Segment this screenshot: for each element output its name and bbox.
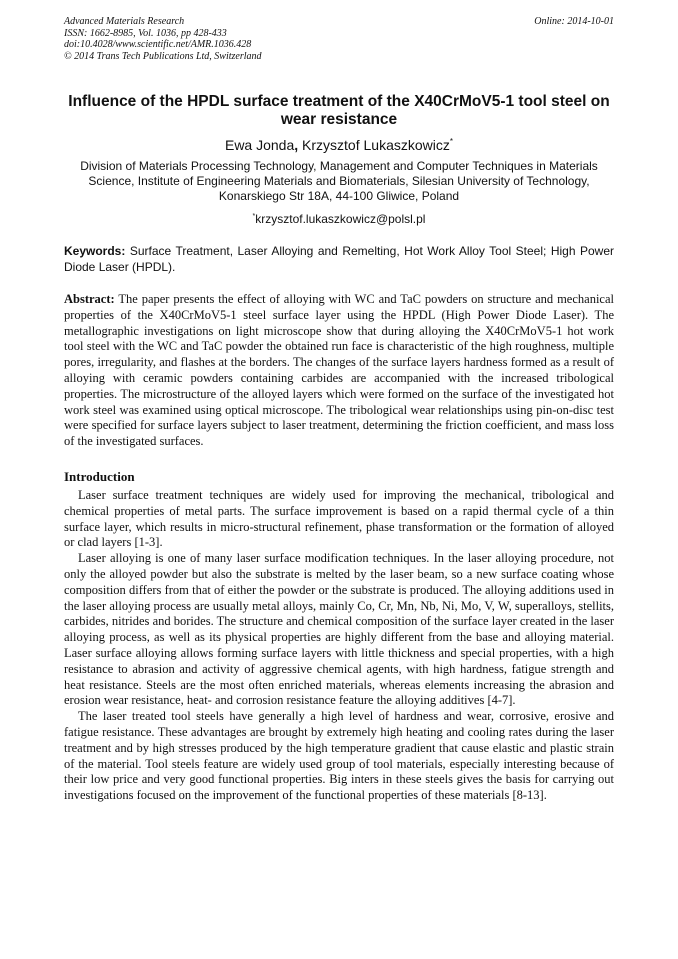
publication-header <box>64 16 614 62</box>
body-paragraph: Laser surface treatment techniques are widely used for improving the mechanical, tribological and chemical properties of metal parts. The surface improvement is based on a rapid thermal cycle of a thin surface layer, which results in micro-structural refinement, phase transformation or the formation of alloyed or clad layers [1-3]. <box>64 487 614 550</box>
journal-name: Advanced Materials Research <box>64 16 185 27</box>
keywords-text: Surface Treatment, Laser Alloying and Remelting, Hot Work Alloy Tool Steel; High Power Diode Laser (HPDL). <box>64 244 614 274</box>
issn-line: ISSN: 1662-8985, Vol. 1036, pp 428-433 <box>64 27 227 39</box>
email-address: krzysztof.lukaszkowicz@polsl.pl <box>255 212 426 226</box>
author-second: Krzysztof Lukaszkowicz <box>302 137 450 153</box>
keywords-label: Keywords: <box>64 244 126 258</box>
online-date: Online: 2014-10-01 <box>534 16 614 27</box>
keywords <box>64 244 614 275</box>
corresponding-mark: * <box>449 137 453 146</box>
corresponding-email <box>64 209 614 227</box>
paper-title: Influence of the HPDL surface treatment of the X40CrMoV5-1 tool steel on wear resistance <box>68 93 610 128</box>
abstract-text: The paper presents the effect of alloying with WC and TaC powders on structure and mechanical properties of the X40CrMoV5-1 steel surface layer using the HPDL (High Power Diode Laser). The metallographic investigations on light microscope show that during alloying the X40CrMoV5-1 hot work tool steel with the WC and TaC powder the obtained run face is characteristic of the high roughness, multiple pores, irregularity, and flashes at the borders. The changes of the surface layers hardness formed as a result of alloying with ceramic powders containing carbides are accompanied with the increased tribological properties. The microstructure of the alloyed layers which were formed on the surface of the investigated hot work steel was examined using optical microscope. The tribological wear relationships using pin-on-disc test were specified for surface layers subject to laser treatment, determining the friction coefficient, and mass loss of the investigated surfaces. <box>64 292 614 449</box>
affiliation: Division of Materials Processing Technology, Management and Computer Techniques in Materials Science, Institute of Engineering Materials and Biomaterials, Silesian University of Technology, Konarskiego Str 18A, 44-100 Gliwice, Poland <box>80 159 598 203</box>
section-heading-introduction: Introduction <box>64 468 135 484</box>
author-list <box>64 133 614 154</box>
email-mark: * <box>252 213 256 220</box>
copyright-line: © 2014 Trans Tech Publications Ltd, Switzerland <box>64 50 262 62</box>
abstract-label: Abstract: <box>64 292 115 306</box>
author-separator: , <box>294 137 299 153</box>
doi-line: doi:10.4028/www.scientific.net/AMR.1036.428 <box>64 39 252 50</box>
body-paragraph: The laser treated tool steels have generally a high level of hardness and wear, corrosive, erosive and fatigue resistance. These advantages are brought by extremely high heating and cooling rates during the laser treatment and by high stresses produced by the high temperature gradient that cause elastic and plastic strain of the material. Tool steels feature are widely used group of tool materials, especially interesting because of their low price and very good functional properties. Big inters in these steels gives the basis for carrying out investigations focused on the improvement of the functional properties of these materials [8-13]. <box>64 709 614 803</box>
author-first: Ewa Jonda <box>224 137 295 153</box>
abstract <box>64 292 614 450</box>
body-paragraph: Laser alloying is one of many laser surface modification techniques. In the laser alloying procedure, not only the alloyed powder but also the substrate is melted by the laser beam, so a new surface coating whose composition differs from that of either the powder or the substrate is produced. The alloying additions used in the laser alloying process are usually metal alloys, mainly Co, Cr, Mn, Nb, Ni, Mo, V, W, superalloys, stellits, carbides, nitrides and borides. The structure and chemical composition of the surface layer created in the laser alloying process, as well as its physical properties are highly different from the base and alloying material. Laser surface alloying allows forming surface layers with little thickness and special properties, with a high resistance to abrasion and activity of aggressive chemical agents, with high hardness, fatigue strength and heat resistance. Steels are the most often enriched materials, whereas elements increasing the abrasion and erosion wear resistance, heat- and corrosion resistance feature the alloying additives [4-7]. <box>64 551 614 708</box>
